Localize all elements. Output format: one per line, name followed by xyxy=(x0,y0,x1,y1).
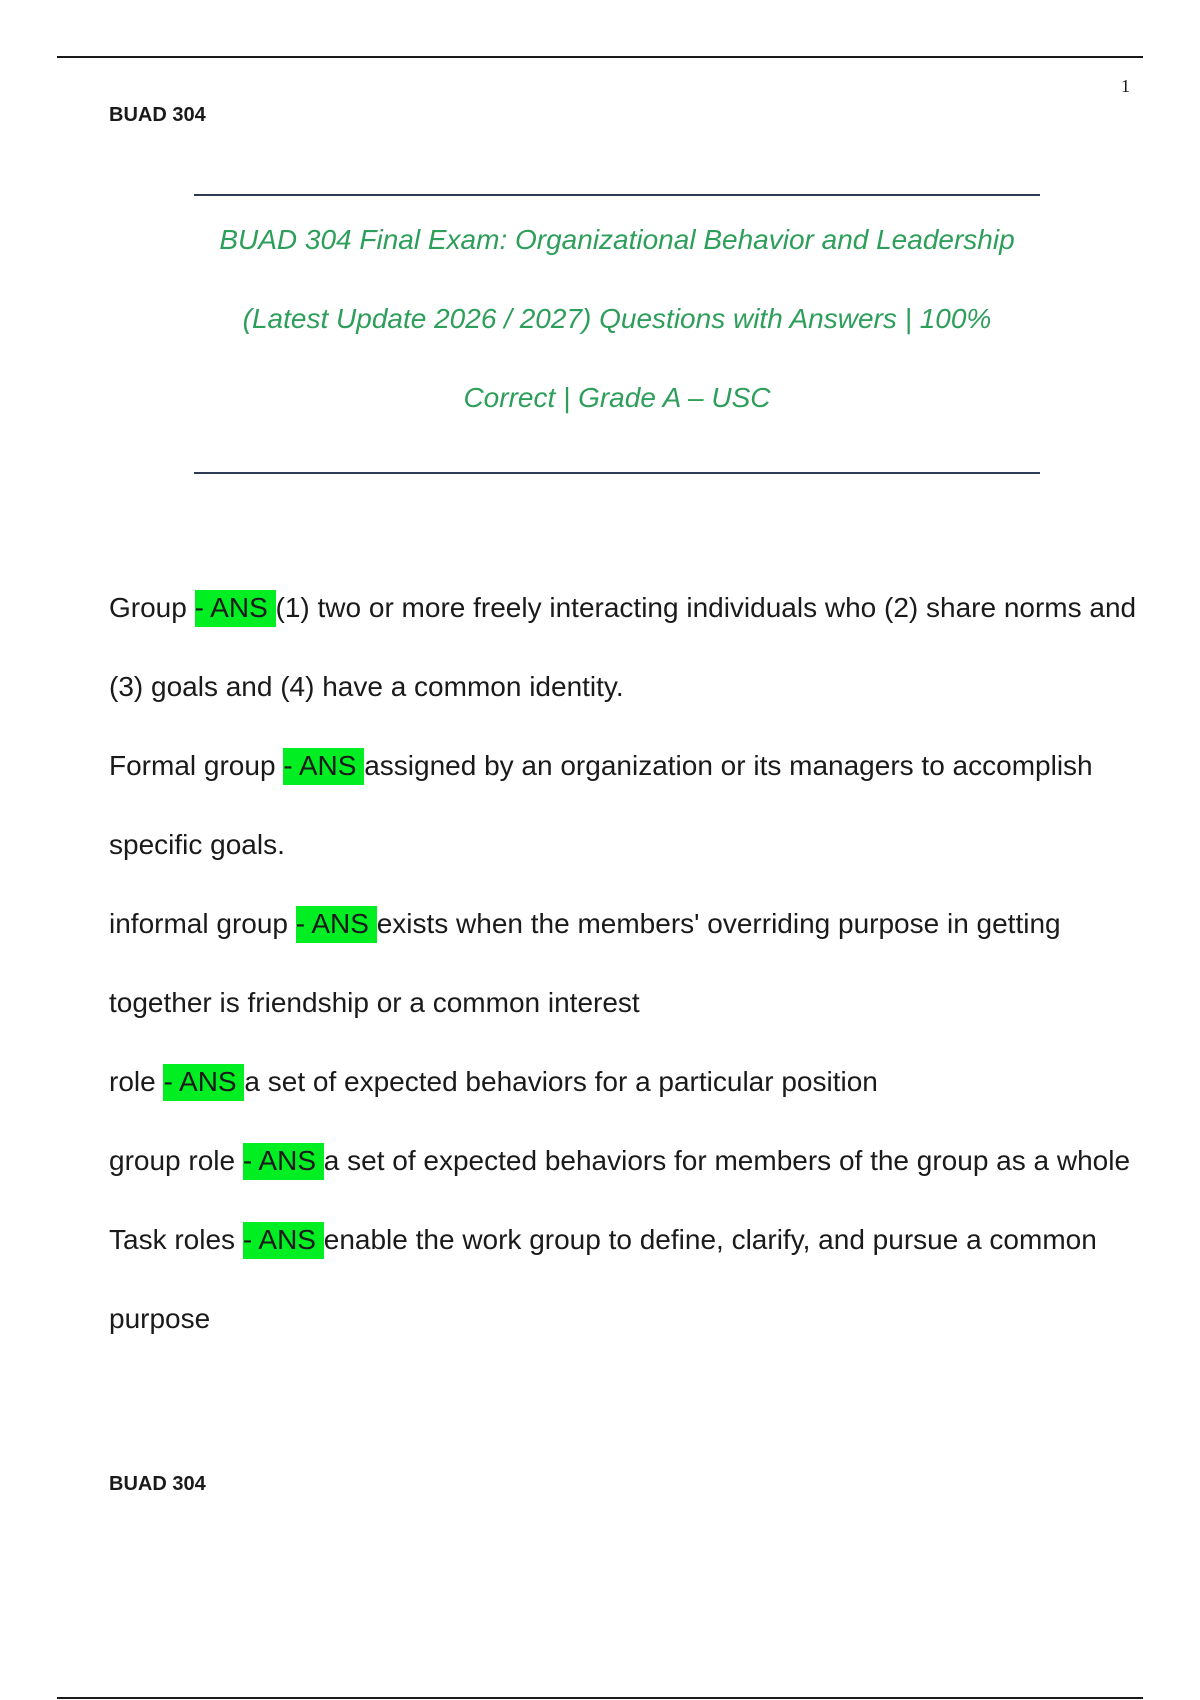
page-bottom-rule xyxy=(57,1697,1143,1699)
qa-term: role xyxy=(109,1066,164,1097)
qa-definition: a set of expected behaviors for members of the group as a whole xyxy=(323,1145,1131,1176)
running-footer: BUAD 304 xyxy=(109,1473,206,1495)
qa-term: informal group xyxy=(109,908,296,939)
qa-entry xyxy=(109,1121,1139,1200)
qa-term: Group xyxy=(109,592,195,623)
qa-term: group role xyxy=(109,1145,243,1176)
qa-entry xyxy=(109,1042,1139,1121)
title-line: Correct | Grade A – USC xyxy=(463,382,771,413)
answer-tag: - ANS xyxy=(243,1222,324,1259)
title-top-rule xyxy=(194,194,1040,196)
title-bottom-rule xyxy=(194,472,1040,474)
answer-tag: - ANS xyxy=(243,1143,324,1180)
page-top-rule xyxy=(57,56,1143,58)
document-title xyxy=(150,200,1084,437)
qa-term: Formal group xyxy=(109,750,284,781)
qa-definition: (1) two or more freely interacting individuals who (2) share norms and (3) goals and (4) have a common identity. xyxy=(109,592,1137,702)
answer-tag: - ANS xyxy=(296,906,377,943)
answer-tag: - ANS xyxy=(283,748,364,785)
answer-tag: - ANS xyxy=(195,590,276,627)
qa-list xyxy=(109,568,1139,1358)
qa-entry xyxy=(109,726,1139,884)
qa-entry xyxy=(109,1200,1139,1358)
title-line: BUAD 304 Final Exam: Organizational Behavior and Leadership xyxy=(219,224,1015,255)
qa-definition: exists when the members' overriding purpose in getting together is friendship or a common interest xyxy=(109,908,1061,1018)
running-header: BUAD 304 xyxy=(109,104,206,126)
qa-definition: enable the work group to define, clarify, and pursue a common purpose xyxy=(109,1224,1097,1334)
qa-entry xyxy=(109,568,1139,726)
qa-definition: a set of expected behaviors for a particular position xyxy=(244,1066,878,1097)
page-number: 1 xyxy=(1121,76,1130,96)
qa-entry xyxy=(109,884,1139,1042)
title-line: (Latest Update 2026 / 2027) Questions with Answers | 100% xyxy=(242,303,992,334)
qa-term: Task roles xyxy=(109,1224,243,1255)
answer-tag: - ANS xyxy=(163,1064,244,1101)
qa-definition: assigned by an organization or its managers to accomplish specific goals. xyxy=(109,750,1093,860)
